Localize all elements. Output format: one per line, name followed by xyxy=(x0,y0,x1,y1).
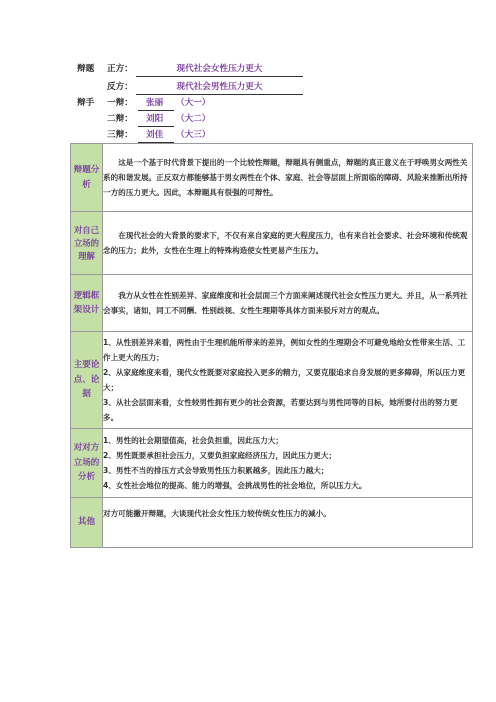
table-row xyxy=(71,275,473,332)
row-content xyxy=(103,332,473,429)
table-row xyxy=(71,144,473,212)
content-line: 这是一个基于时代背景下提出的一个比较性辩题，辩题具有侧重点，辩题的真正意义在于呼唤男女两性关系的和谐发展。正反双方都能够基于男女两性在个体、家庭、社会等层面上所面临的障碍、风险来推断出所持一方的压力更大。因此，本辩题具有很强的可辩性。 xyxy=(103,158,468,197)
topic-row xyxy=(0,62,496,76)
pro-side-value: 现代社会女性压力更大 xyxy=(136,62,303,77)
debater-name: 刘阳 xyxy=(138,112,174,127)
content-line: 我方从女性在性别差异、家庭维度和社会层面三个方面来阐述现代社会女性压力更大。并且，从一系列社会事实，诸如，同工不同酬、性别歧视、女性生理期等具体方面来驳斥对方的观点。 xyxy=(103,291,468,315)
content-line: 4、女性社会地位的提高、能力的增强，会挑战男性的社会地位，所以压力大。 xyxy=(103,481,367,490)
content-line: 2、从家庭维度来看，现代女性既要对家庭投入更多的精力，又要克服追求自身发展的更多障碍，所以压力更大； xyxy=(103,368,466,392)
row-label: 对对方立场的分析 xyxy=(71,429,103,498)
content-line: 3、从社会层面来看，女性较男性拥有更少的社会资源，若要达到与男性同等的目标，她所要付出的努力更多。 xyxy=(103,398,458,422)
content-line: 1、从性别差异来看，两性由于生理机能所带来的差异，例如女性的生理期会不可避免地给女性带来生活、工作上更大的压力； xyxy=(103,338,466,362)
row-label: 主要论点、论据 xyxy=(71,332,103,429)
debate-analysis-table xyxy=(70,143,473,548)
con-label: 反方： xyxy=(107,82,133,92)
debater-grade: （大一） xyxy=(176,98,211,108)
con-side-value: 现代社会男性压力更大 xyxy=(136,80,303,95)
row-content xyxy=(103,429,473,498)
debater-row-3 xyxy=(0,128,496,142)
content-line: 3、男性不当的排压方式会导致男性压力积累越多，因此压力越大； xyxy=(103,466,329,475)
row-label: 逻辑框架设计 xyxy=(71,275,103,332)
content-line: 对方可能撇开辩题，大谈现代社会女性压力较传统女性压力的减小。 xyxy=(103,509,331,518)
table-row xyxy=(71,429,473,498)
content-line: 在现代社会的大背景的要求下，不仅有来自家庭的更大程度压力，也有来自社会要求、社会环境和传统观念的压力；此外，女性在生理上的特殊构造使女性更易产生压力。 xyxy=(103,231,468,255)
row-content xyxy=(103,498,473,548)
con-row xyxy=(0,80,496,94)
debater-name: 张丽 xyxy=(138,96,174,111)
debaters-label: 辩手 xyxy=(77,98,95,108)
row-content xyxy=(103,212,473,275)
debater-name: 刘佳 xyxy=(138,128,174,143)
pro-label: 正方： xyxy=(107,64,133,74)
table-row xyxy=(71,332,473,429)
row-content xyxy=(103,144,473,212)
row-content xyxy=(103,275,473,332)
table-row xyxy=(71,212,473,275)
row-label: 辩题分析 xyxy=(71,144,103,212)
row-label: 对自己立场的理解 xyxy=(71,212,103,275)
debater-grade: （大三） xyxy=(176,130,211,140)
content-line: 2、男性既要承担社会压力，又要负担家庭经济压力，因此压力更大； xyxy=(103,451,337,460)
debater-row-2 xyxy=(0,112,496,126)
content-line: 1、男性的社会期望值高，社会负担重，因此压力大； xyxy=(103,436,283,445)
debater-role: 三辩： xyxy=(107,130,133,140)
table-row xyxy=(71,498,473,548)
row-label: 其他 xyxy=(71,498,103,548)
debater-row-1 xyxy=(0,96,496,110)
topic-label: 辩题 xyxy=(77,64,95,74)
debater-grade: （大二） xyxy=(176,114,211,124)
debater-role: 二辩： xyxy=(107,114,133,124)
debater-role: 一辩： xyxy=(107,98,133,108)
